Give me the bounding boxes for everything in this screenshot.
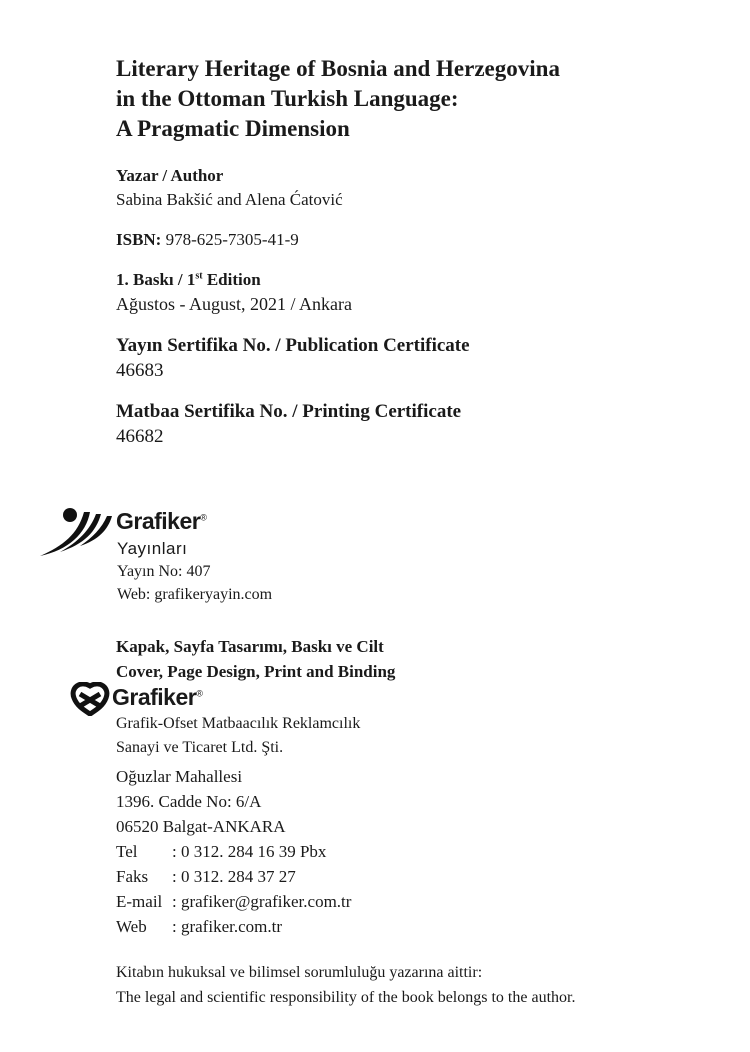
- title-line: Literary Heritage of Bosnia and Herzegovina: [116, 56, 560, 81]
- imprint-page: [116, 54, 716, 449]
- printing-brand: [112, 684, 202, 711]
- printing-brand-text: Grafiker: [112, 684, 197, 710]
- printing-header-en: Cover, Page Design, Print and Binding: [116, 662, 396, 681]
- fax-value: : 0 312. 284 37 27: [172, 867, 296, 886]
- printing-cert-block: [116, 399, 716, 449]
- publication-cert-block: [116, 333, 716, 383]
- book-title: [116, 54, 716, 144]
- edition-value: Ağustos - August, 2021 / Ankara: [116, 294, 352, 314]
- email-value: : grafiker@grafiker.com.tr: [172, 892, 352, 911]
- web-key: Web: [116, 917, 147, 936]
- printing-address: [116, 764, 716, 939]
- fax-row: [116, 864, 716, 889]
- web-row: [116, 914, 716, 939]
- swoosh-logo-icon: [38, 506, 118, 558]
- tel-row: [116, 839, 716, 864]
- publisher-brand-text: Grafiker: [116, 508, 201, 534]
- printing-company-line: Grafik-Ofset Matbaacılık Reklamcılık: [116, 715, 361, 732]
- publisher-info: [117, 538, 517, 606]
- isbn-line: [116, 228, 716, 252]
- printing-cert-label: Matbaa Sertifika No. / Printing Certificate: [116, 401, 462, 422]
- printing-reg-mark: ®: [196, 688, 203, 699]
- printing-header: [116, 634, 716, 684]
- edition-block: [116, 268, 716, 317]
- publisher-brand: [116, 508, 206, 535]
- responsibility-note: [116, 960, 736, 1010]
- knot-logo-icon: [70, 682, 110, 716]
- email-key: E-mail: [116, 892, 163, 911]
- edition-label-sup: st: [195, 270, 203, 282]
- fax-key: Faks: [116, 867, 149, 886]
- printing-cert-value: 46682: [116, 426, 164, 447]
- publisher-web: Web: grafikeryayin.com: [117, 586, 273, 603]
- publisher-no: Yayın No: 407: [117, 563, 211, 580]
- printing-logo: [70, 682, 203, 721]
- isbn-label: ISBN:: [116, 230, 162, 249]
- tel-key: Tel: [116, 842, 138, 861]
- edition-label-pre: 1. Baskı / 1: [116, 270, 196, 289]
- publication-cert-label: Yayın Sertifika No. / Publication Certificate: [116, 335, 470, 356]
- author-label: Yazar / Author: [116, 166, 224, 185]
- title-line: in the Ottoman Turkish Language:: [116, 86, 459, 111]
- web-value: : grafiker.com.tr: [172, 917, 282, 936]
- note-en: The legal and scientific responsibility of the book belongs to the author.: [116, 989, 576, 1006]
- publisher-sub: Yayınları: [117, 539, 188, 558]
- address-line: 06520 Balgat-ANKARA: [116, 817, 286, 836]
- publisher-reg-mark: ®: [200, 512, 207, 523]
- title-line: A Pragmatic Dimension: [116, 116, 350, 141]
- printing-company: [116, 712, 716, 760]
- edition-label-post: Edition: [202, 270, 261, 289]
- edition-label: [116, 268, 716, 292]
- publication-cert-value: 46683: [116, 360, 164, 381]
- isbn-value: 978-625-7305-41-9: [165, 230, 299, 249]
- author-value: Sabina Bakšić and Alena Ćatović: [116, 190, 343, 209]
- tel-value: : 0 312. 284 16 39 Pbx: [172, 842, 327, 861]
- email-row: [116, 889, 716, 914]
- address-line: Oğuzlar Mahallesi: [116, 767, 243, 786]
- printing-company-line: Sanayi ve Ticaret Ltd. Şti.: [116, 739, 284, 756]
- printing-header-tr: Kapak, Sayfa Tasarımı, Baskı ve Cilt: [116, 637, 384, 656]
- author-block: [116, 164, 716, 212]
- note-tr: Kitabın hukuksal ve bilimsel sorumluluğu yazarına aittir:: [116, 964, 483, 981]
- address-line: 1396. Cadde No: 6/A: [116, 792, 262, 811]
